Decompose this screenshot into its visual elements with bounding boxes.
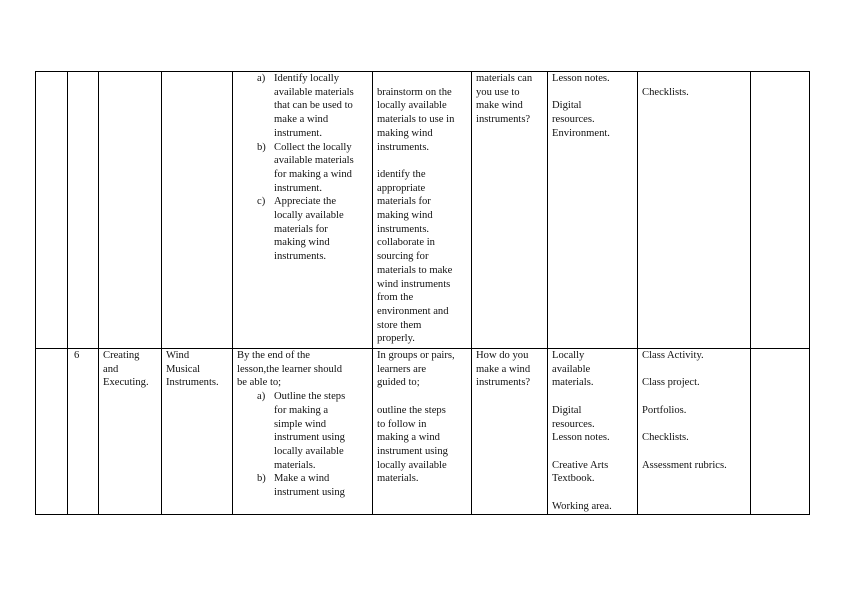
reflection-cell xyxy=(751,349,810,515)
scheme-of-work-table xyxy=(35,71,810,515)
list-item: a) Identify locally available materials that can be used to make a wind instrument. xyxy=(257,73,354,139)
table-row xyxy=(36,349,810,515)
lesson-cell xyxy=(68,72,99,349)
sub-strand-cell: Wind Musical Instruments. xyxy=(162,349,233,515)
learning-experiences-cell: brainstorm on the locally available materials to use in making wind instruments. identify the appropriate materials for making wind instruments. collaborate in sourcing for materials to make wind instruments from the environment and store them properly. xyxy=(373,72,472,349)
sub-strand-cell xyxy=(162,72,233,349)
resources-cell: Locally available materials. Digital resources. Lesson notes. Creative Arts Textbook. Working area. xyxy=(548,349,638,515)
table-row xyxy=(36,72,810,349)
assessment-cell: Checklists. xyxy=(638,72,751,349)
learning-outcomes-cell: By the end of the lesson,the learner should be able to; a) Outline the steps for making a simple wind instrument using locally available materials. b) Make a wind instrument using xyxy=(233,349,373,515)
learning-experiences-cell: In groups or pairs, learners are guided to; outline the steps to follow in making a wind instrument using locally available materials. xyxy=(373,349,472,515)
list-item: b) Collect the locally available materials for making a wind instrument. xyxy=(257,141,354,194)
assessment-cell: Class Activity. Class project. Portfolios. Checklists. Assessment rubrics. xyxy=(638,349,751,515)
reflection-cell xyxy=(751,72,810,349)
learning-outcomes-list xyxy=(237,390,368,500)
week-cell xyxy=(36,72,68,349)
learning-outcomes-list xyxy=(237,72,368,264)
list-item: a) Outline the steps for making a simple wind instrument using locally available materials. xyxy=(257,391,346,471)
resources-cell: Lesson notes. Digital resources. Environment. xyxy=(548,72,638,349)
list-item: b) Make a wind instrument using xyxy=(257,473,345,499)
week-cell xyxy=(36,349,68,515)
learning-outcomes-cell xyxy=(233,72,373,349)
strand-cell xyxy=(99,72,162,349)
inquiry-question-cell: How do you make a wind instruments? xyxy=(472,349,548,515)
inquiry-question-cell: materials can you use to make wind instruments? xyxy=(472,72,548,349)
lesson-cell: 6 xyxy=(68,349,99,515)
list-item: c) Appreciate the locally available materials for making wind instruments. xyxy=(257,196,344,263)
strand-cell: Creating and Executing. xyxy=(99,349,162,515)
